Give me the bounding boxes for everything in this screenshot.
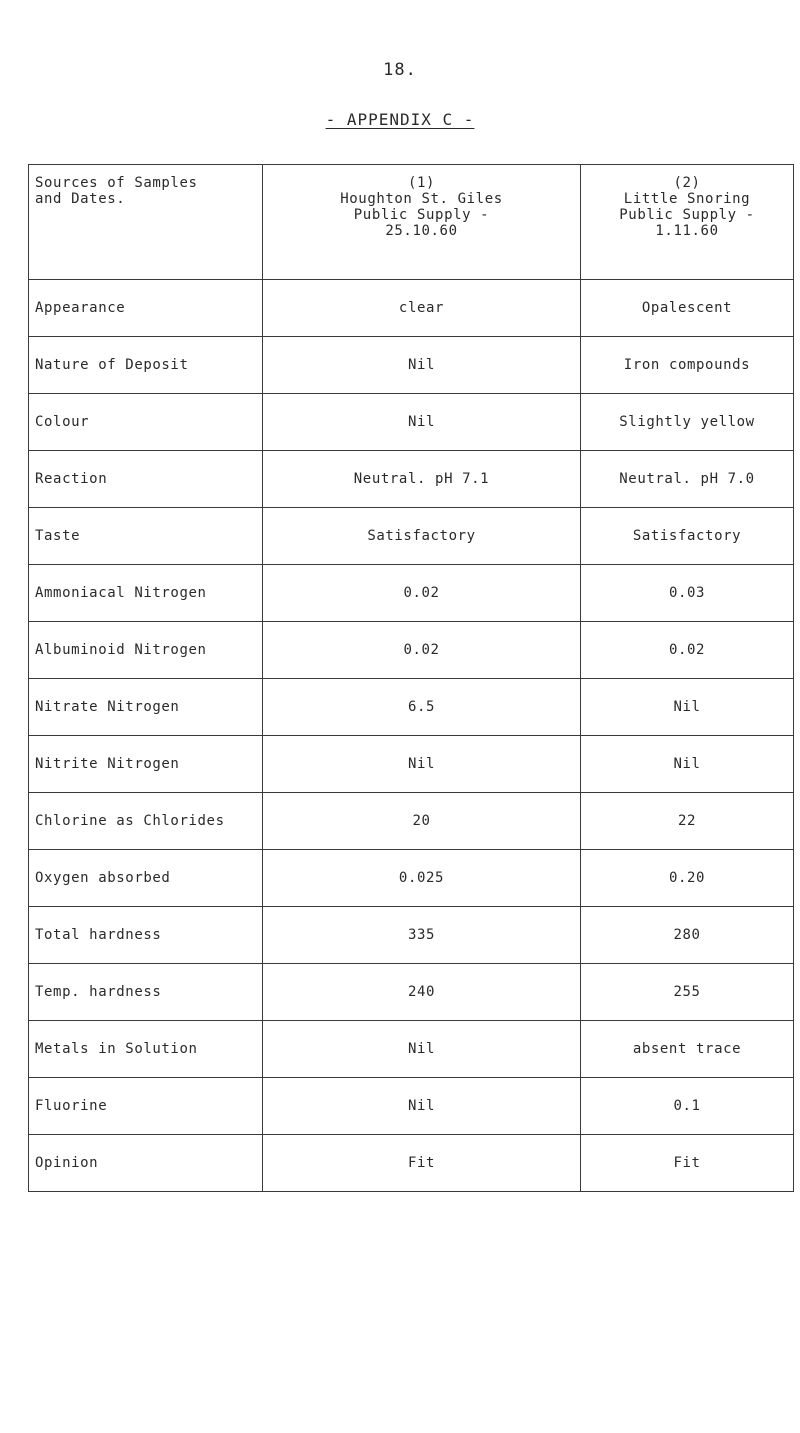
- row-sample-1-value: 240: [263, 964, 581, 1021]
- row-label: Chlorine as Chlorides: [29, 793, 263, 850]
- row-label: Taste: [29, 508, 263, 565]
- row-sample-2-value: Neutral. pH 7.0: [581, 451, 794, 508]
- row-label: Fluorine: [29, 1078, 263, 1135]
- table-row: [29, 907, 794, 964]
- row-sample-1-value: Satisfactory: [263, 508, 581, 565]
- row-sample-1-value: clear: [263, 280, 581, 337]
- row-sample-1-value: 6.5: [263, 679, 581, 736]
- header-sources-line: and Dates.: [35, 191, 126, 207]
- row-label: Ammoniacal Nitrogen: [29, 565, 263, 622]
- row-sample-1-value: Nil: [263, 1078, 581, 1135]
- row-sample-1-value: 0.02: [263, 622, 581, 679]
- table-row: [29, 451, 794, 508]
- row-label: Oxygen absorbed: [29, 850, 263, 907]
- table-row: [29, 565, 794, 622]
- appendix-title: [0, 110, 800, 129]
- page-number: 18.: [383, 60, 417, 80]
- header-sample-1-line: Public Supply -: [353, 207, 490, 223]
- header-sample-1-line: Houghton St. Giles: [340, 191, 503, 207]
- row-sample-2-value: 0.02: [581, 622, 794, 679]
- row-sample-1-value: Nil: [263, 394, 581, 451]
- row-sample-2-value: Opalescent: [581, 280, 794, 337]
- row-label: Reaction: [29, 451, 263, 508]
- row-sample-2-value: Slightly yellow: [581, 394, 794, 451]
- row-sample-2-value: Fit: [581, 1135, 794, 1192]
- row-sample-1-value: Nil: [263, 337, 581, 394]
- table-row: [29, 1078, 794, 1135]
- row-label: Temp. hardness: [29, 964, 263, 1021]
- row-sample-2-value: Nil: [581, 736, 794, 793]
- row-sample-2-value: 255: [581, 964, 794, 1021]
- row-label: Nitrate Nitrogen: [29, 679, 263, 736]
- header-sample-2-line: Public Supply -: [619, 207, 755, 223]
- row-sample-2-value: Iron compounds: [581, 337, 794, 394]
- row-sample-1-value: Neutral. pH 7.1: [263, 451, 581, 508]
- appendix-title-text: - APPENDIX C -: [325, 110, 475, 129]
- table-row: [29, 964, 794, 1021]
- header-sample-2-line: (2): [673, 175, 701, 191]
- row-sample-2-value: 22: [581, 793, 794, 850]
- row-label: Metals in Solution: [29, 1021, 263, 1078]
- table-row: [29, 850, 794, 907]
- row-sample-2-value: Nil: [581, 679, 794, 736]
- header-sample-1-cell: [263, 165, 581, 280]
- header-sample-2-line: Little Snoring: [623, 191, 751, 207]
- row-label: Total hardness: [29, 907, 263, 964]
- row-label: Nature of Deposit: [29, 337, 263, 394]
- row-label: Albuminoid Nitrogen: [29, 622, 263, 679]
- row-sample-2-value: 0.03: [581, 565, 794, 622]
- row-sample-1-value: Fit: [263, 1135, 581, 1192]
- table-row: [29, 337, 794, 394]
- row-label: Nitrite Nitrogen: [29, 736, 263, 793]
- row-label: Colour: [29, 394, 263, 451]
- row-sample-2-value: Satisfactory: [581, 508, 794, 565]
- table-row: [29, 394, 794, 451]
- table-row: [29, 508, 794, 565]
- row-sample-2-value: 0.20: [581, 850, 794, 907]
- row-sample-1-value: 335: [263, 907, 581, 964]
- row-sample-2-value: 0.1: [581, 1078, 794, 1135]
- water-analysis-table: [28, 164, 794, 1192]
- row-sample-1-value: 0.025: [263, 850, 581, 907]
- row-sample-1-value: 20: [263, 793, 581, 850]
- row-sample-1-value: Nil: [263, 736, 581, 793]
- table-row: [29, 280, 794, 337]
- header-sample-1-line: (1): [407, 175, 436, 191]
- header-sample-2-line: 1.11.60: [655, 223, 719, 239]
- header-sources-line: Sources of Samples: [35, 175, 198, 191]
- row-sample-1-value: Nil: [263, 1021, 581, 1078]
- header-sources-cell: [29, 165, 263, 280]
- table-row: [29, 1135, 794, 1192]
- table-row: [29, 736, 794, 793]
- table-row: [29, 679, 794, 736]
- row-sample-2-value: absent trace: [581, 1021, 794, 1078]
- header-sample-1-line: 25.10.60: [385, 223, 458, 239]
- table-header-row: [29, 165, 794, 280]
- row-label: Appearance: [29, 280, 263, 337]
- table-row: [29, 1021, 794, 1078]
- table-row: [29, 622, 794, 679]
- row-label: Opinion: [29, 1135, 263, 1192]
- table-row: [29, 793, 794, 850]
- row-sample-2-value: 280: [581, 907, 794, 964]
- header-sample-2-cell: [581, 165, 794, 280]
- row-sample-1-value: 0.02: [263, 565, 581, 622]
